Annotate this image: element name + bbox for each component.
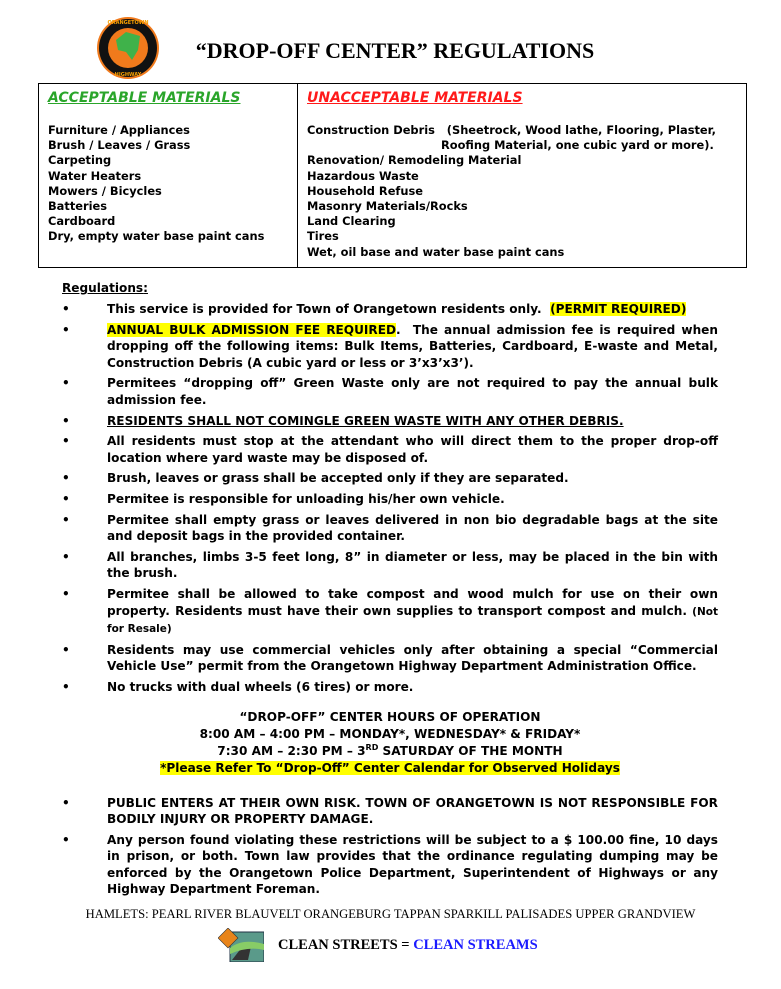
holidays-note: *Please Refer To “Drop-Off” Center Calendar for Observed Holidays <box>160 761 620 776</box>
acceptable-item: Furniture / Appliances <box>48 123 190 137</box>
acceptable-item: Batteries <box>48 199 108 214</box>
regulation-text: Residents may use commercial vehicles only after obtaining a special “Commercial Vehicle Use” permit from the Orangetown Highway Department Administration Office. <box>107 642 718 673</box>
regulation-text: Permitees “dropping off” Green Waste only are not required to pay the annual bulk admission fee. <box>107 376 718 407</box>
unacceptable-item: Construction Debris (Sheetrock, Wood lathe, Flooring, Plaster, <box>307 123 716 137</box>
regulation-text: Any person found violating these restrictions will be subject to a $ 100.00 fine, 10 days in prison, or both. Town law provides that the ordinance regulating dumping may be enforced by the Orangetown Police Department, Superintendent of Highways or any Highway Department Foreman. <box>107 833 718 897</box>
unacceptable-item-cont: Roofing Material, one cubic yard or more). <box>441 138 714 153</box>
regulation-text: No trucks with dual wheels (6 tires) or more. <box>107 679 414 694</box>
regulation-item: • Permitee is responsible for unloading his/her own vehicle. <box>62 492 505 507</box>
acceptable-item: Brush / Leaves / Grass <box>48 138 191 153</box>
acceptable-item: Dry, empty water base paint cans <box>48 229 265 244</box>
regulation-item: • ANNUAL BULK ADMISSION FEE REQUIRED. The annual admission fee is required when dropping off the following items: Bulk Items, Batteries, Cardboard, E-waste and Metal, Construction Debris (A cubic yard or less or 3’x3’x3’). <box>62 323 723 370</box>
hours-title: “DROP-OFF” CENTER HOURS OF OPERATION <box>239 710 541 725</box>
regulation-item: • No trucks with dual wheels (6 tires) or more. <box>62 679 414 694</box>
regulation-item: • Permitee shall empty grass or leaves delivered in non bio degradable bags at the site and deposit bags in the provided container. <box>62 513 718 544</box>
clean-streams-logo-icon <box>218 928 264 962</box>
regulation-text: PUBLIC ENTERS AT THEIR OWN RISK. TOWN OF ORANGETOWN IS NOT RESPONSIBLE FOR BODILY INJURY OR PROPERTY DAMAGE. <box>107 796 718 827</box>
hours-of-operation <box>62 709 718 777</box>
unacceptable-column <box>298 84 746 267</box>
svg-text:HIGHWAY: HIGHWAY <box>114 72 142 78</box>
regulation-text: All residents must stop at the attendant who will direct them to the proper drop-off location where yard waste may be disposed of. <box>107 434 718 465</box>
unacceptable-item: Masonry Materials/Rocks <box>307 199 468 214</box>
regulation-text: Permitee shall be allowed to take compost and wood mulch for use on their own property. Residents must have their own supplies to transport compost and mulch. <box>107 587 718 618</box>
regulation-item: • All branches, limbs 3-5 feet long, 8” in diameter or less, may be placed in the bin with the brush. <box>62 550 718 581</box>
regulations-heading-text: Regulations <box>62 281 144 295</box>
regulations-heading: Regulations: <box>62 281 148 295</box>
regulation-text: Permitee is responsible for unloading his/her own vehicle. <box>107 492 505 507</box>
unacceptable-item: Renovation/ Remodeling Material <box>307 153 522 168</box>
regulation-item: • Brush, leaves or grass shall be accepted only if they are separated. <box>62 471 569 486</box>
regulation-item: • All residents must stop at the attendant who will direct them to the proper drop-off location where yard waste may be disposed of. <box>62 434 718 465</box>
regulation-item: • Permitee shall be allowed to take compost and wood mulch for use on their own property. Residents must have their own supplies to transport compost and mulch. (Not for Resale) <box>62 587 718 635</box>
hours-weekday: 8:00 AM – 4:00 PM – MONDAY*, WEDNESDAY* & FRIDAY* <box>199 727 581 742</box>
ordinal-suffix: RD <box>365 743 379 752</box>
hamlets-footer: HAMLETS: PEARL RIVER BLAUVELT ORANGEBURG TAPPAN SPARKILL PALISADES UPPER GRANDVIEW <box>85 907 696 921</box>
slogan <box>218 928 538 962</box>
regulations-section <box>62 280 723 902</box>
unacceptable-item: Land Clearing <box>307 214 396 229</box>
unacceptable-heading: UNACCEPTABLE MATERIALS <box>307 90 523 106</box>
slogan-clean-streets: CLEAN STREETS = <box>278 936 414 953</box>
permit-required-highlight: (PERMIT REQUIRED) <box>550 302 687 317</box>
regulation-text: . The annual admission fee is required when dropping off the following items: Bulk Items, Batteries, Cardboard, E-waste and Metal, Construction Debris (A cubic yard or less or 3’x3’x3’). <box>107 323 723 370</box>
acceptable-item: Mowers / Bicycles <box>48 183 162 198</box>
town-highway-seal-logo <box>96 16 160 80</box>
svg-text:ORANGETOWN: ORANGETOWN <box>107 20 149 26</box>
regulation-text: This service is provided for Town of Orangetown residents only. <box>107 302 551 317</box>
regulation-item: • Residents may use commercial vehicles only after obtaining a special “Commercial Vehicle Use” permit from the Orangetown Highway Department Administration Office. <box>62 642 718 673</box>
page-title: “DROP-OFF CENTER” REGULATIONS <box>195 38 595 63</box>
slogan-clean-streams: CLEAN STREAMS <box>413 936 538 953</box>
acceptable-column <box>39 84 298 267</box>
unacceptable-item: Wet, oil base and water base paint cans <box>307 244 565 259</box>
regulation-text: Brush, leaves or grass shall be accepted only if they are separated. <box>107 471 569 486</box>
regulation-item: • RESIDENTS SHALL NOT COMINGLE GREEN WASTE WITH ANY OTHER DEBRIS. <box>62 413 624 428</box>
acceptable-heading: ACCEPTABLE MATERIALS <box>48 90 241 106</box>
not-for-resale-note: (Not for Resale) <box>107 605 718 635</box>
regulation-text: RESIDENTS SHALL NOT COMINGLE GREEN WASTE WITH ANY OTHER DEBRIS. <box>107 413 624 428</box>
regulation-item: • Permitees “dropping off” Green Waste only are not required to pay the annual bulk admission fee. <box>62 376 718 407</box>
hours-saturday-time: 7:30 AM – 2:30 PM – 3 <box>217 744 366 759</box>
regulation-text: Permitee shall empty grass or leaves delivered in non bio degradable bags at the site and deposit bags in the provided container. <box>107 513 718 544</box>
hours-saturday <box>62 743 718 760</box>
materials-table <box>38 83 747 268</box>
acceptable-item: Carpeting <box>48 153 112 168</box>
regulation-item: • PUBLIC ENTERS AT THEIR OWN RISK. TOWN OF ORANGETOWN IS NOT RESPONSIBLE FOR BODILY INJURY OR PROPERTY DAMAGE. <box>62 796 718 827</box>
regulation-item: • This service is provided for Town of Orangetown residents only. (PERMIT REQUIRED) <box>62 302 687 317</box>
regulation-item: • Any person found violating these restrictions will be subject to a $ 100.00 fine, 10 days in prison, or both. Town law provides that the ordinance regulating dumping may be enforced by the Orangetown Police Department, Superintendent of Highways or any Highway Department Foreman. <box>62 833 718 897</box>
unacceptable-item: Hazardous Waste <box>307 168 419 183</box>
unacceptable-item: Household Refuse <box>307 183 423 198</box>
annual-fee-highlight: ANNUAL BULK ADMISSION FEE REQUIRED <box>107 323 397 338</box>
unacceptable-item: Tires <box>307 229 339 244</box>
regulation-text: All branches, limbs 3-5 feet long, 8” in diameter or less, may be placed in the bin with the brush. <box>107 550 718 581</box>
acceptable-item: Water Heaters <box>48 168 142 183</box>
acceptable-item: Cardboard <box>48 214 116 229</box>
hours-saturday-day: SATURDAY OF THE MONTH <box>378 744 563 759</box>
